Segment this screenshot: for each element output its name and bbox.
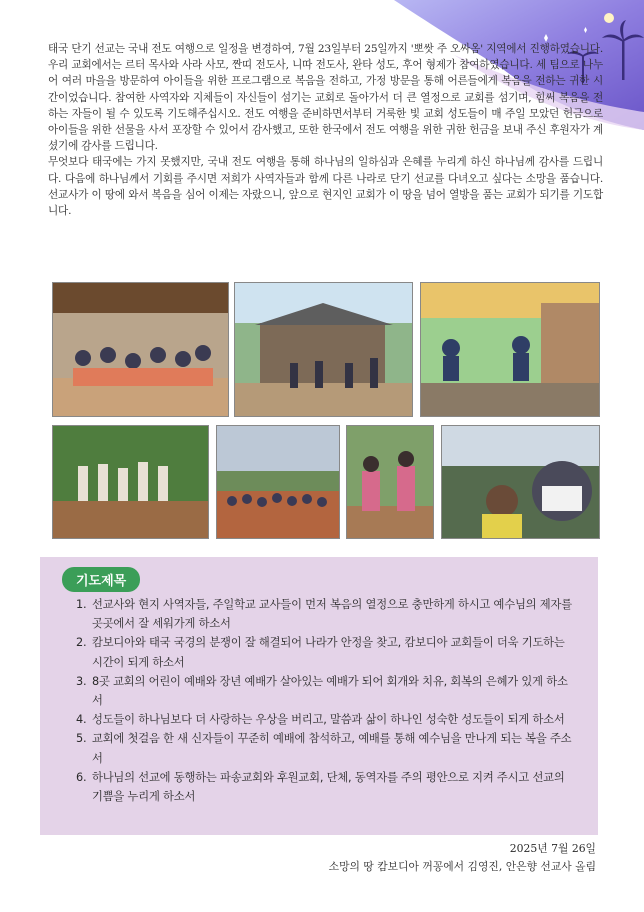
photo-crowd-outdoors [216,425,340,539]
photo-group-under-shelter [52,282,229,417]
paragraph-1: 태국 단기 선교는 국내 전도 여행으로 일정을 변경하여, 7월 23일부터 25일까지 '뽀쌋 주 오싸옴' 지역에서 진행하였습니다. 우리 교회에서는 르터 목사와 사라 사모, 짠띠 전도사, 니따 전도사, 완타 성도, 후어 형제가 참여하였습니다. 세 팀으로 나누어 여러 마을을 방문하여 아이들을 위한 프로그램으로 복음을 전하고, 가정 방문을 통해 어른들에게 복음을 전하는 귀한 시간이었습니다. 참여한 사역자와 지체들이 자신들이 섬기는 교회로 돌아가서 더 큰 열정으로 교회를 섬기며, 힘써 복음을 전하는 자들이 될 수 있도록 기도해주십시오. 전도 여행을 준비하면서부터 거룩한 빛 교회 성도들이 매 주일 모았던 헌금으로 아이들을 위한 선물을 사서 포장할 수 있어서 감사했고, 또한 한국에서 전도 여행을 위한 귀한 헌금을 보내 주신 후원자가 계셨기에 감사를 드립니다. [48,43,603,153]
prayer-item-text: 8곳 교회의 어린이 예배와 장년 예배가 살아있는 예배가 되어 회개와 치유, 회복의 은혜가 있게 하소서 [92,674,568,708]
prayer-item-number: 4. [76,713,87,727]
prayer-item [76,672,576,710]
body-text [48,41,603,219]
photo-outdoor-meeting [420,282,600,417]
prayer-item [76,729,576,767]
letter-date: 2025년 7월 26일 [509,842,596,855]
prayer-item [76,710,576,729]
photo-motorbike-selfie [441,425,600,539]
prayer-item-text: 선교사와 현지 사역자들, 주일학교 교사들이 먼저 복음의 열정으로 충만하게 하시고 예수님의 제자를 곳곳에서 잘 세워가게 하소서 [92,598,572,631]
prayer-item-text: 캄보디아와 태국 국경의 분쟁이 잘 해결되어 나라가 안정을 찾고, 캄보디아 교회들이 더욱 기도하는 시간이 되게 하소서 [92,636,565,669]
prayer-list [76,595,576,806]
prayer-item [76,768,576,806]
prayer-item [76,633,576,671]
paragraph-2: 무엇보다 태국에는 가지 못했지만, 국내 전도 여행을 통해 하나님의 일하심과 은혜를 누리게 하신 하나님께 감사를 드립니다. 다음에 하나님께서 기회를 주시면 저희가 사역자들과 함께 다른 나라로 단기 선교를 다녀오고 싶다는 소망을 품습니다. 선교사가 이 땅에 와서 복음을 심어 이제는 자랐으니, 앞으로 현지인 교회가 이 땅을 넘어 열방을 품는 교회가 되기를 기도합니다. [48,156,603,218]
prayer-item-number: 2. [76,636,87,650]
letter-signature: 소망의 땅 캄보디아 꺼꽁에서 김영진, 안은향 선교사 올림 [328,860,596,873]
prayer-title-badge: 기도제목 [62,567,140,592]
prayer-item-number: 1. [76,598,87,611]
prayer-item-text: 하나님의 선교에 동행하는 파송교회와 후원교회, 단체, 동역자를 주의 평안으로 지켜 주시고 선교의 기쁨을 누리게 하소서 [92,770,565,804]
prayer-item-number: 5. [76,732,87,746]
prayer-section [40,557,598,835]
prayer-item [76,595,576,633]
prayer-item-text: 교회에 첫걸음 한 새 신자들이 꾸준히 예배에 참석하고, 예배를 통해 예수님을 만나게 되는 복을 주소서 [92,732,572,765]
prayer-item-number: 6. [76,770,87,784]
photo-group-in-field [52,425,209,539]
photo-wooden-house [234,282,413,417]
prayer-item-text: 성도들이 하나님보다 더 사랑하는 우상을 버리고, 말씀과 삶이 하나인 성숙한 성도들이 되게 하소서 [92,713,565,727]
photo-children [346,425,434,539]
prayer-item-number: 3. [76,674,87,688]
